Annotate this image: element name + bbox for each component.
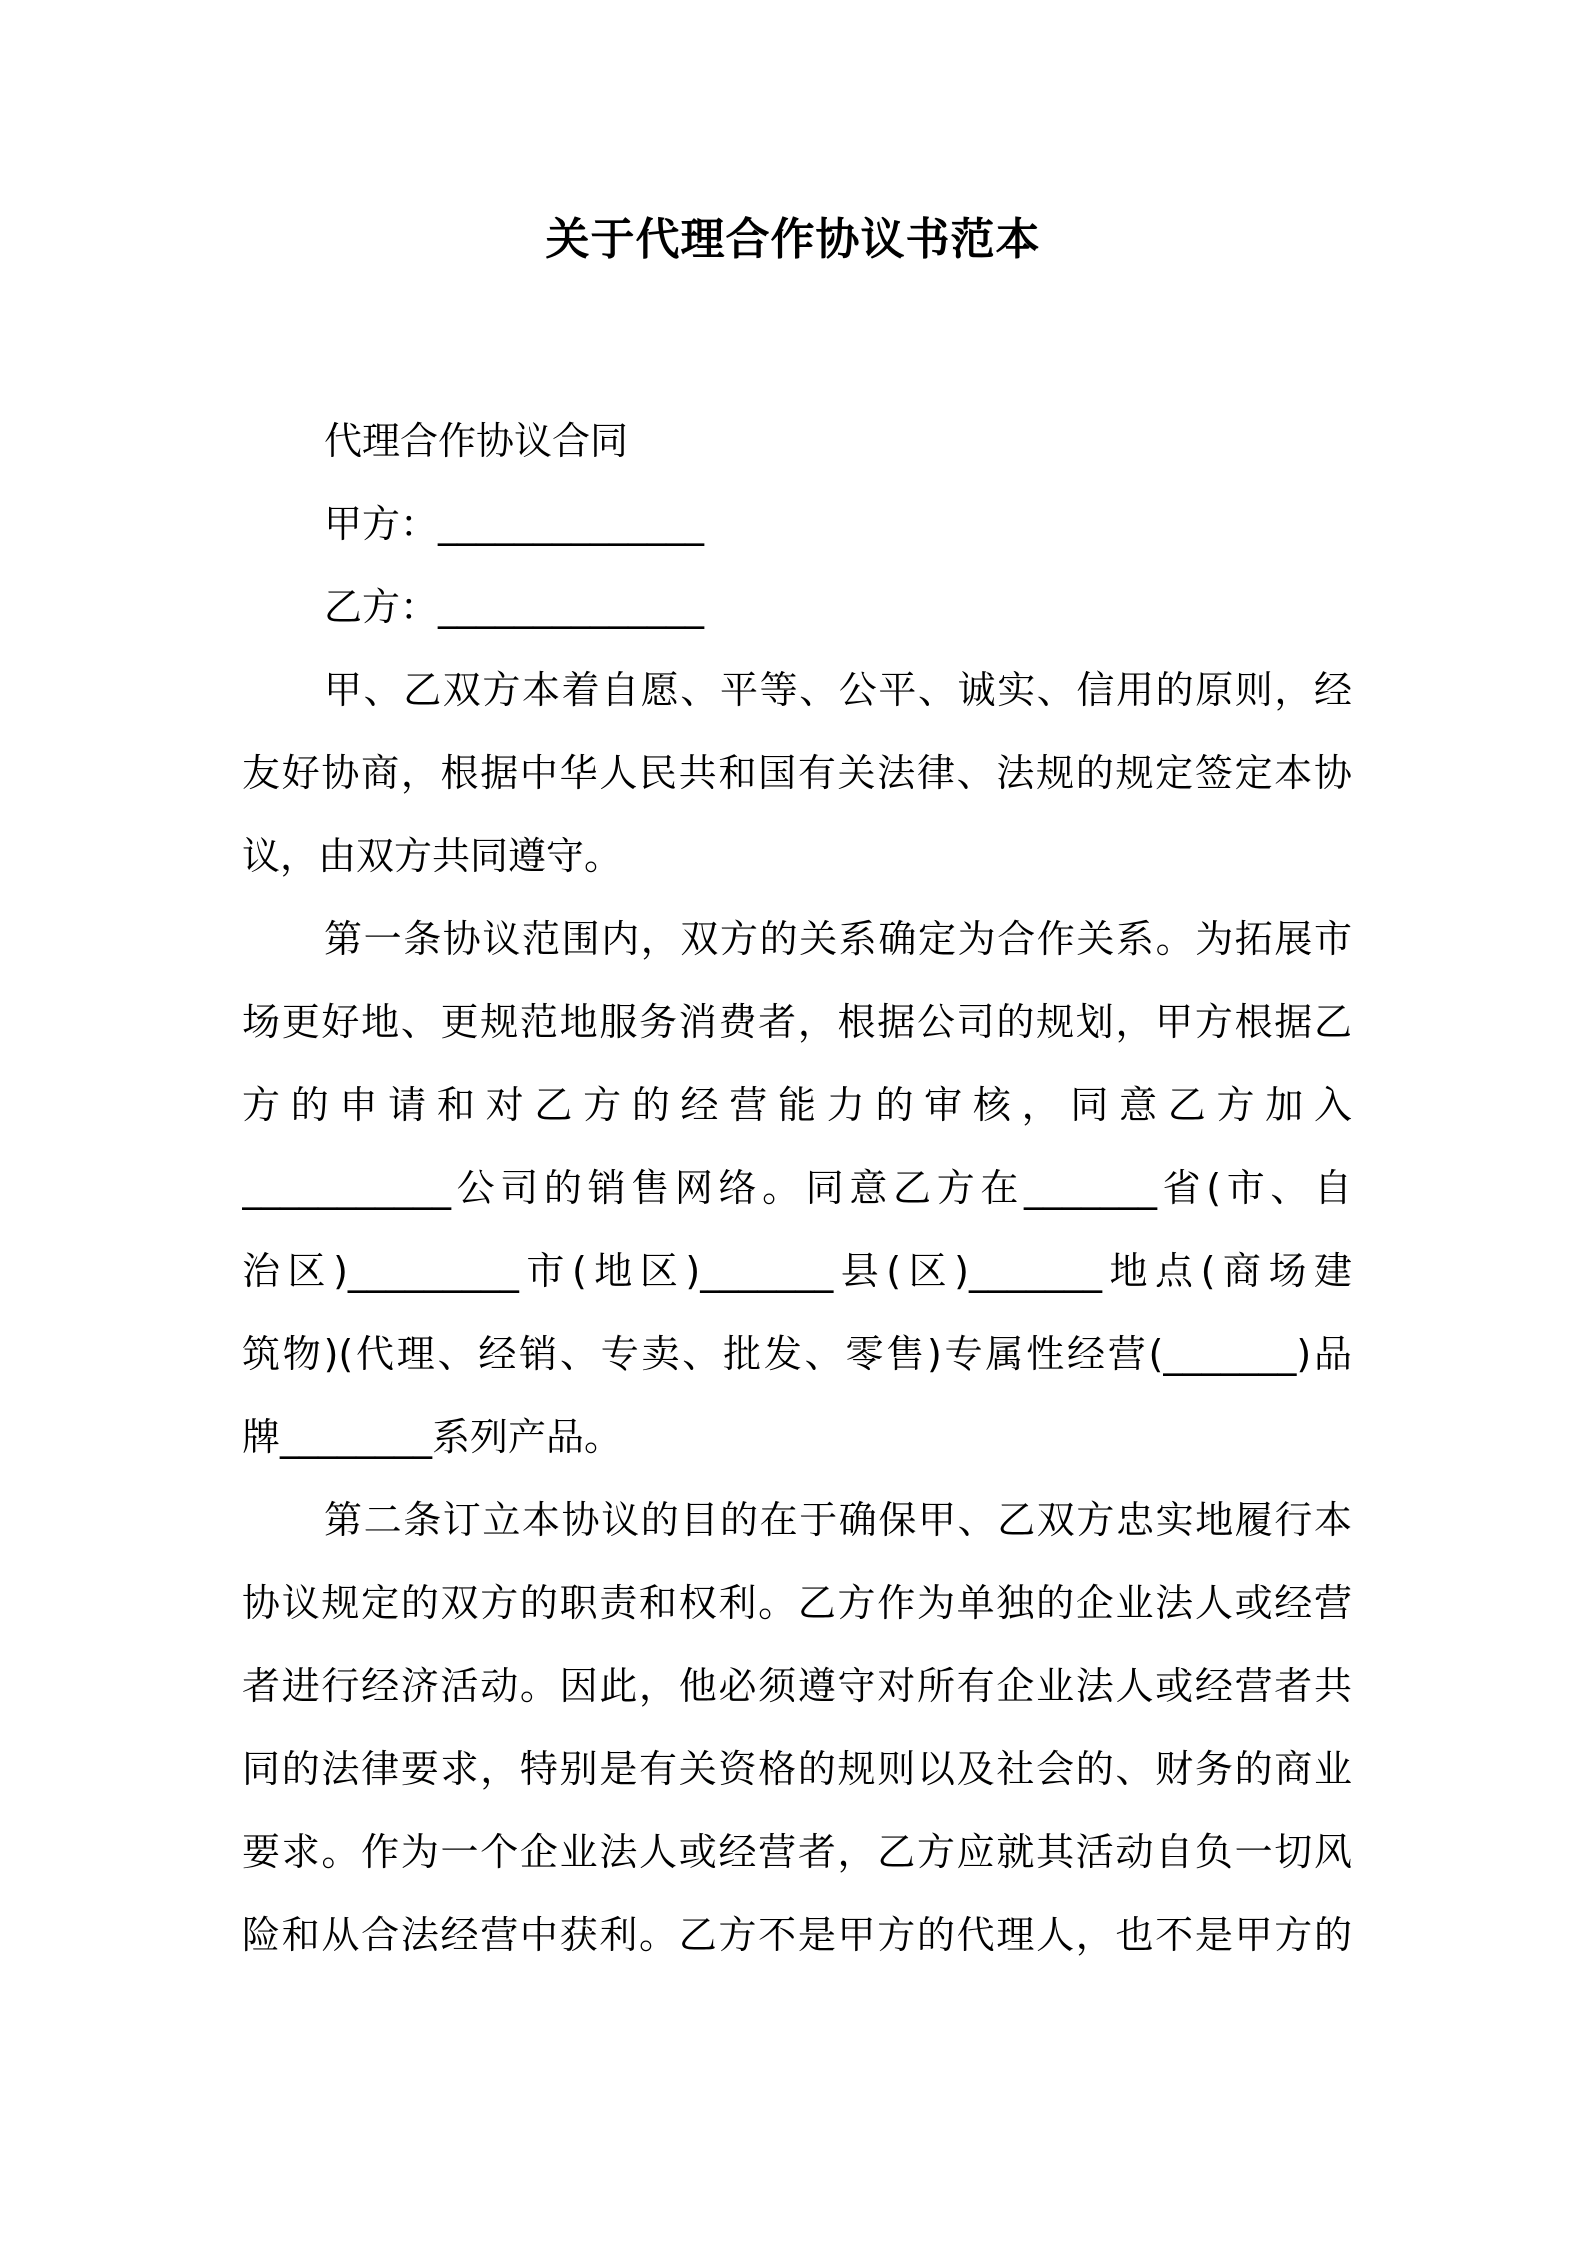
paragraph-line: 甲、乙双方本着自愿、平等、公平、诚实、信用的原则，经	[324, 668, 1352, 712]
paragraph-line: 险和从合法经营中获利。乙方不是甲方的代理人，也不是甲方的	[242, 1913, 1352, 1957]
paragraph-line: 第二条订立本协议的目的在于确保甲、乙双方忠实地履行本	[324, 1498, 1352, 1542]
paragraph-line: 者进行经济活动。因此，他必须遵守对所有企业法人或经营者共	[242, 1664, 1352, 1708]
contract-heading: 代理合作协议合同	[324, 419, 629, 463]
paragraph-line: 场更好地、更规范地服务消费者，根据公司的规划，甲方根据乙	[242, 1000, 1352, 1044]
paragraph-line: ___________公司的销售网络。同意乙方在_______省(市、自	[242, 1166, 1352, 1210]
paragraph-line: 同的法律要求，特别是有关资格的规则以及社会的、财务的商业	[242, 1747, 1352, 1791]
paragraph-line: 方的申请和对乙方的经营能力的审核，同意乙方加入	[242, 1083, 1352, 1127]
document-title: 关于代理合作协议书范本	[545, 214, 1041, 265]
paragraph-line: 友好协商，根据中华人民共和国有关法律、法规的规定签定本协	[242, 751, 1352, 795]
preamble-paragraph	[242, 649, 1352, 898]
paragraph-line: 协议规定的双方的职责和权利。乙方作为单独的企业法人或经营	[242, 1581, 1352, 1625]
paragraph-line: 牌________系列产品。	[242, 1415, 623, 1459]
document-body	[242, 400, 1352, 1977]
paragraph-line: 议，由双方共同遵守。	[242, 834, 623, 878]
party-b-line: 乙方：______________	[324, 585, 705, 629]
paragraph-line: 筑物)(代理、经销、专卖、批发、零售)专属性经营(_______)品	[242, 1332, 1352, 1376]
paragraph-line: 第一条协议范围内，双方的关系确定为合作关系。为拓展市	[324, 917, 1352, 961]
paragraph-line: 治区)_________市(地区)_______县(区)_______地点(商场建	[242, 1249, 1352, 1293]
article-2-paragraph	[242, 1479, 1352, 1977]
paragraph-line: 要求。作为一个企业法人或经营者，乙方应就其活动自负一切风	[242, 1830, 1352, 1874]
article-1-paragraph	[242, 898, 1352, 1479]
party-a-line: 甲方：______________	[324, 502, 705, 546]
